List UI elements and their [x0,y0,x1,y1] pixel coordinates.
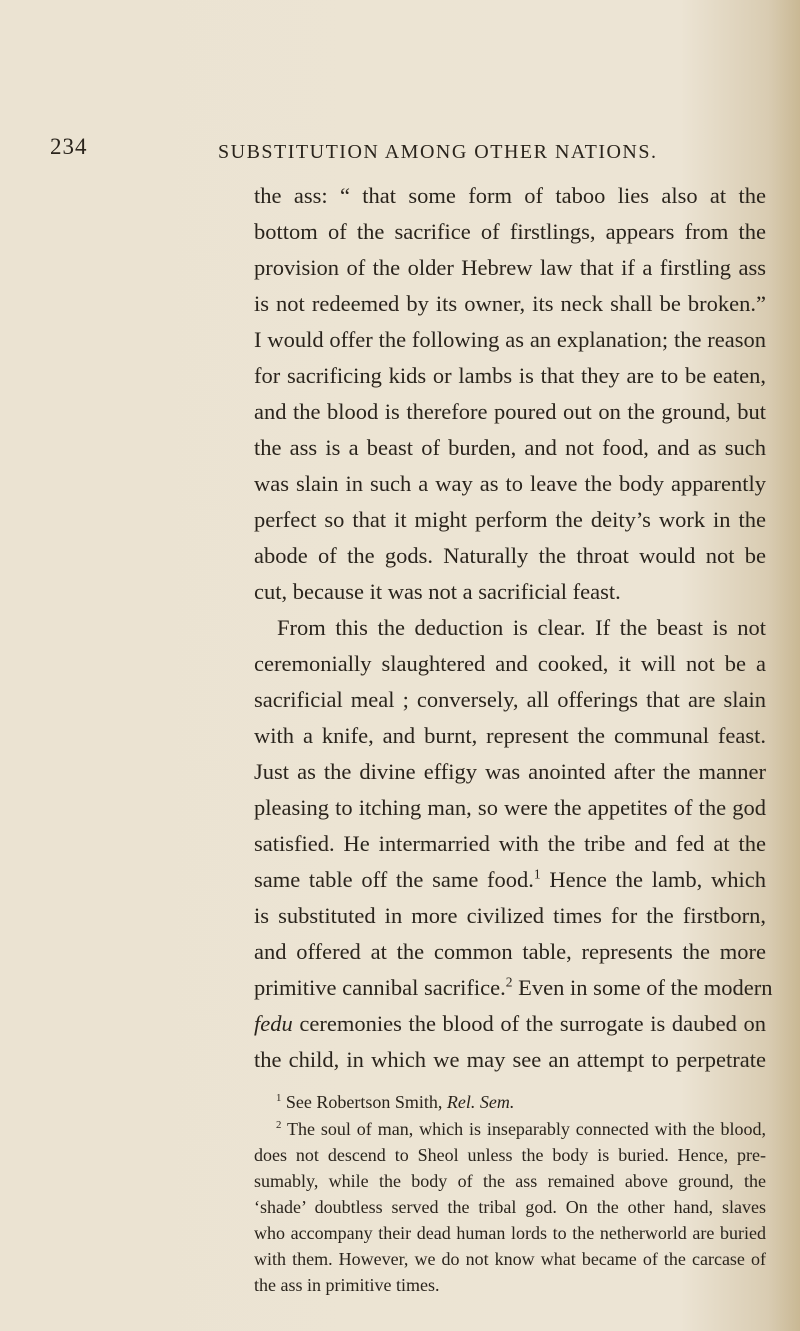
text-line: satisfied. He intermarried with the tribe and fed at the [254,831,766,856]
text-line: I would offer the following as an explanation; the reason [254,327,766,352]
text-line [254,866,766,894]
text-line: ceremonially slaughtered and cooked, it will not be a [254,651,766,676]
text-line: abode of the gods. Naturally the throat would not be [254,543,766,568]
footnote-ref-1[interactable]: 1 [533,866,541,882]
text-line [254,1010,766,1038]
text-line: is not redeemed by its owner, its neck shall be broken.” [254,291,766,316]
text-line: is substituted in more civilized times for the firstborn, [254,903,766,928]
text-line: perfect so that it might perform the deity’s work in the [254,507,766,532]
text-line: the ass: “ that some form of taboo lies also at the [254,183,766,208]
text-segment: Hence the lamb, which [540,867,766,892]
footnote-line: the ass in primitive times. [254,1275,440,1295]
text-segment: Even in some of the modern [512,975,773,1000]
text-segment: primitive cannibal sacrifice. [254,975,506,1000]
text-line: and offered at the common table, represents the more [254,939,766,964]
footnote-line: sumably, while the body of the ass remained above ground, the [254,1171,766,1191]
text-line: and the blood is therefore poured out on the ground, but [254,399,766,424]
footnote-line: with them. However, we do not know what became of the carcase of [254,1249,766,1269]
footnote-2 [276,1117,766,1141]
text-line: Just as the divine effigy was anointed after the manner [254,759,766,784]
italic-term: fedu [254,1011,293,1036]
text-line: the ass is a beast of burden, and not food, and as such [254,435,766,460]
running-head: SUBSTITUTION AMONG OTHER NATIONS. [218,141,658,163]
text-line: was slain in such a way as to leave the body apparently [254,471,766,496]
text-line: bottom of the sacrifice of firstlings, appears from the [254,219,766,244]
text-line: cut, because it was not a sacrificial feast. [254,579,621,604]
footnote-line: ‘shade’ doubtless served the tribal god. On the other hand, slaves [254,1197,766,1217]
text-line: for sacrificing kids or lambs is that they are to be eaten, [254,363,766,388]
text-line: From this the deduction is clear. If the beast is not [277,615,766,640]
text-line: the child, in which we may see an attempt to perpetrate [254,1047,766,1072]
page-header [50,134,750,174]
text-segment: ceremonies the blood of the surrogate is daubed on [292,1011,766,1036]
text-line [254,974,773,1002]
text-line: with a knife, and burnt, represent the communal feast. [254,723,766,748]
page-number: 234 [50,134,88,159]
footnote-line: who accompany their dead human lords to the netherworld are buried [254,1223,766,1243]
footnote-1 [276,1090,766,1114]
footnote-text: The soul of man, which is inseparably connected with the blood, [287,1119,766,1139]
text-line: provision of the older Hebrew law that if a firstling ass [254,255,766,280]
text-line: pleasing to itching man, so were the appetites of the god [254,795,766,820]
footnote-ref-2[interactable]: 2 [505,974,513,990]
text-line: sacrificial meal ; conversely, all offerings that are slain [254,687,766,712]
footnote-marker: 2 [276,1119,282,1131]
footnote-citation: Rel. Sem. [446,1092,515,1112]
text-segment: same table off the same food. [254,867,534,892]
footnote-text: See Robertson Smith, [285,1092,447,1112]
footnote-line: does not descend to Sheol unless the body is buried. Hence, pre- [254,1145,766,1165]
footnote-marker: 1 [276,1092,282,1104]
